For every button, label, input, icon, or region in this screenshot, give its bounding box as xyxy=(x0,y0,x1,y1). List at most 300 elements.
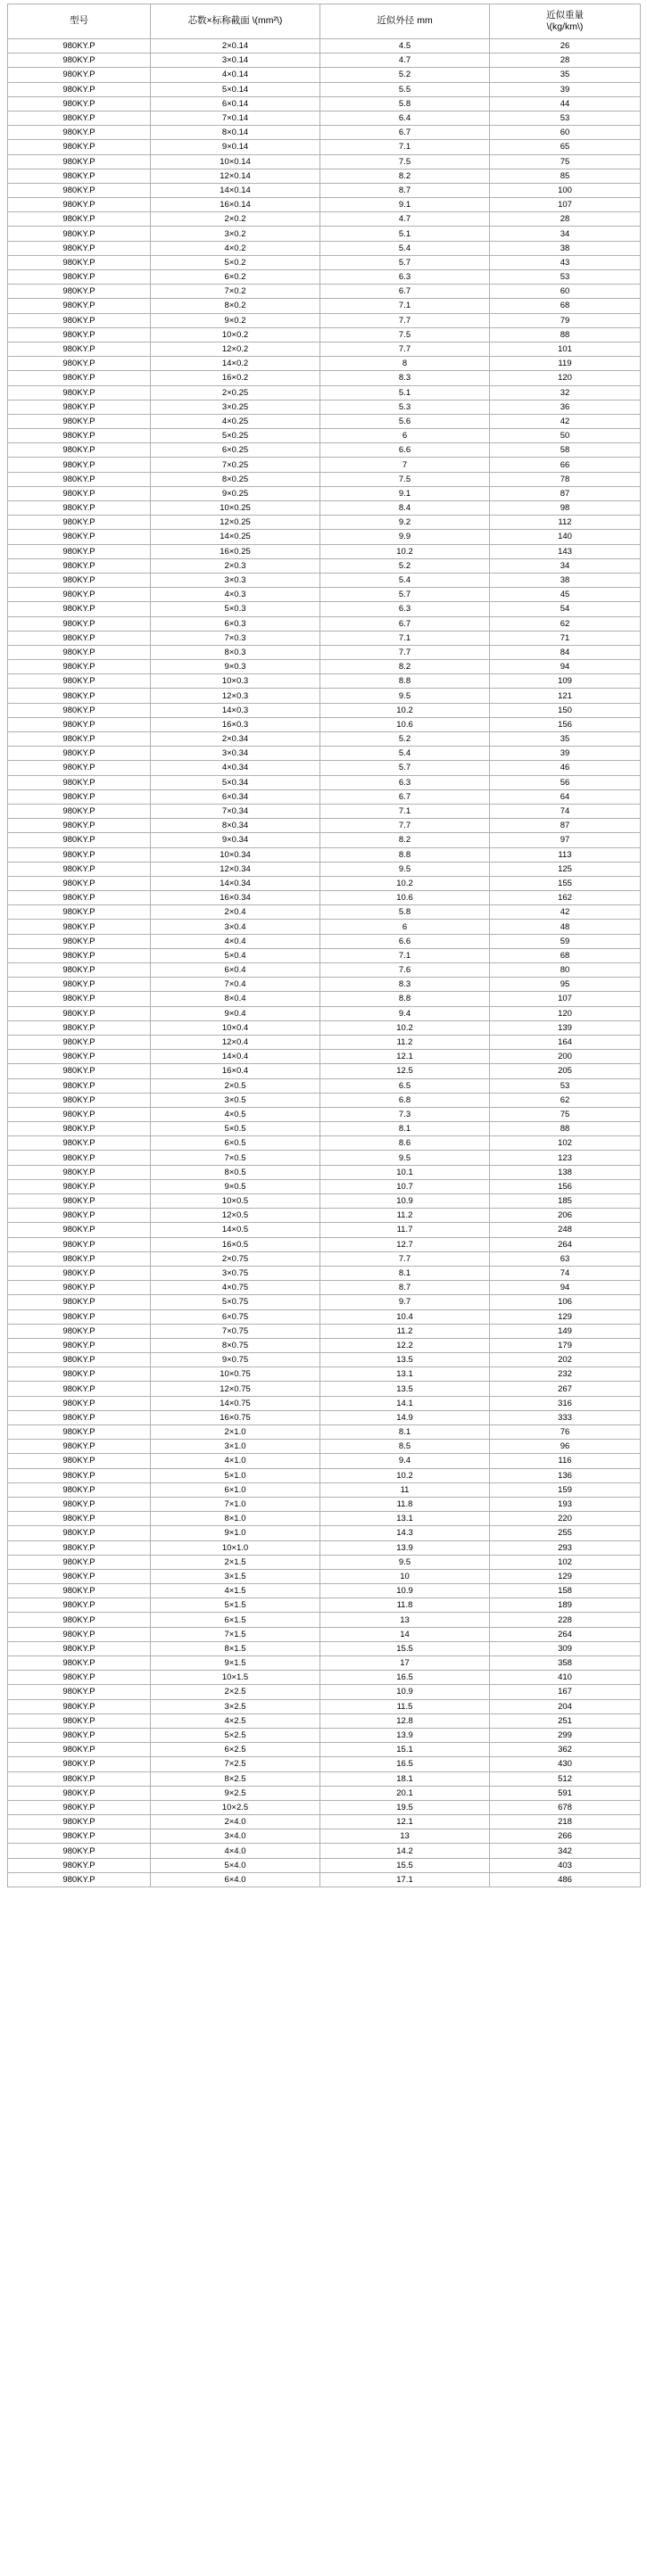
cell-cores-cross-section: 3×0.4 xyxy=(151,920,320,934)
cell-outer-diameter: 9.5 xyxy=(320,689,490,703)
cell-cores-cross-section: 14×0.3 xyxy=(151,703,320,717)
cell-weight: 32 xyxy=(490,385,641,400)
cell-outer-diameter: 8.7 xyxy=(320,183,490,197)
cell-weight: 88 xyxy=(490,327,641,342)
cell-outer-diameter: 5.6 xyxy=(320,414,490,428)
cell-weight: 42 xyxy=(490,905,641,920)
cell-cores-cross-section: 3×0.3 xyxy=(151,573,320,587)
table-row xyxy=(8,616,641,631)
table-body xyxy=(8,39,641,1887)
cell-weight: 120 xyxy=(490,371,641,385)
cell-weight: 87 xyxy=(490,486,641,500)
cell-cores-cross-section: 3×0.2 xyxy=(151,227,320,241)
cell-model: 980KY.P xyxy=(8,54,151,68)
cell-model: 980KY.P xyxy=(8,934,151,948)
cell-weight: 101 xyxy=(490,342,641,356)
cell-cores-cross-section: 9×0.5 xyxy=(151,1179,320,1193)
cell-model: 980KY.P xyxy=(8,963,151,978)
cell-outer-diameter: 11.2 xyxy=(320,1035,490,1049)
cell-outer-diameter: 6.7 xyxy=(320,126,490,140)
table-row xyxy=(8,1281,641,1295)
cell-model: 980KY.P xyxy=(8,703,151,717)
table-row xyxy=(8,1237,641,1251)
table-row xyxy=(8,1396,641,1410)
cell-cores-cross-section: 4×0.14 xyxy=(151,68,320,82)
cell-weight: 189 xyxy=(490,1598,641,1613)
cell-cores-cross-section: 14×0.25 xyxy=(151,530,320,544)
table-row xyxy=(8,660,641,674)
cell-weight: 102 xyxy=(490,1555,641,1569)
cell-outer-diameter: 19.5 xyxy=(320,1800,490,1814)
cell-outer-diameter: 5.2 xyxy=(320,68,490,82)
cell-weight: 64 xyxy=(490,789,641,804)
cell-model: 980KY.P xyxy=(8,789,151,804)
table-row xyxy=(8,905,641,920)
cell-weight: 206 xyxy=(490,1209,641,1223)
cell-model: 980KY.P xyxy=(8,948,151,962)
column-header-cores-cross-section: 芯数×标称截面 \(mm²\) xyxy=(151,4,320,39)
cell-weight: 150 xyxy=(490,703,641,717)
cell-weight: 403 xyxy=(490,1858,641,1872)
cell-weight: 45 xyxy=(490,588,641,602)
table-row xyxy=(8,862,641,876)
table-row xyxy=(8,1078,641,1093)
table-row xyxy=(8,299,641,313)
cell-cores-cross-section: 2×0.4 xyxy=(151,905,320,920)
cell-outer-diameter: 9.4 xyxy=(320,1006,490,1020)
cell-model: 980KY.P xyxy=(8,1367,151,1382)
table-row xyxy=(8,212,641,227)
cell-cores-cross-section: 2×0.25 xyxy=(151,385,320,400)
cell-weight: 68 xyxy=(490,299,641,313)
cell-cores-cross-section: 8×0.75 xyxy=(151,1338,320,1352)
cell-cores-cross-section: 8×0.34 xyxy=(151,819,320,833)
cell-weight: 44 xyxy=(490,96,641,111)
cell-model: 980KY.P xyxy=(8,920,151,934)
cell-outer-diameter: 7.7 xyxy=(320,645,490,659)
cell-outer-diameter: 8.3 xyxy=(320,978,490,992)
table-row xyxy=(8,1035,641,1049)
table-row xyxy=(8,1613,641,1627)
cell-model: 980KY.P xyxy=(8,472,151,486)
cell-cores-cross-section: 7×1.5 xyxy=(151,1627,320,1641)
cell-model: 980KY.P xyxy=(8,1251,151,1266)
cell-weight: 38 xyxy=(490,241,641,255)
cell-cores-cross-section: 4×0.3 xyxy=(151,588,320,602)
cell-outer-diameter: 9.1 xyxy=(320,198,490,212)
cell-model: 980KY.P xyxy=(8,400,151,414)
cell-cores-cross-section: 9×0.14 xyxy=(151,140,320,154)
cell-cores-cross-section: 16×0.34 xyxy=(151,891,320,905)
table-row xyxy=(8,1209,641,1223)
cell-weight: 88 xyxy=(490,1122,641,1136)
cell-cores-cross-section: 4×0.25 xyxy=(151,414,320,428)
cell-model: 980KY.P xyxy=(8,1771,151,1786)
table-row xyxy=(8,1685,641,1699)
table-row xyxy=(8,414,641,428)
cell-cores-cross-section: 6×0.2 xyxy=(151,270,320,285)
cell-outer-diameter: 5.7 xyxy=(320,588,490,602)
cell-weight: 159 xyxy=(490,1482,641,1497)
table-row xyxy=(8,732,641,747)
table-row xyxy=(8,1107,641,1121)
cell-model: 980KY.P xyxy=(8,804,151,818)
cell-outer-diameter: 6.8 xyxy=(320,1093,490,1107)
cell-weight: 205 xyxy=(490,1064,641,1078)
table-row xyxy=(8,1815,641,1829)
cell-outer-diameter: 6.7 xyxy=(320,616,490,631)
cell-outer-diameter: 16.5 xyxy=(320,1757,490,1771)
table-row xyxy=(8,789,641,804)
table-row xyxy=(8,775,641,789)
cell-outer-diameter: 12.8 xyxy=(320,1713,490,1728)
cell-weight: 486 xyxy=(490,1872,641,1887)
cell-model: 980KY.P xyxy=(8,183,151,197)
cell-outer-diameter: 12.5 xyxy=(320,1064,490,1078)
cell-outer-diameter: 6.3 xyxy=(320,270,490,285)
cell-cores-cross-section: 16×0.2 xyxy=(151,371,320,385)
cell-outer-diameter: 8.1 xyxy=(320,1122,490,1136)
cell-model: 980KY.P xyxy=(8,1382,151,1396)
cell-weight: 34 xyxy=(490,558,641,573)
cell-cores-cross-section: 7×0.14 xyxy=(151,111,320,125)
cell-outer-diameter: 11.8 xyxy=(320,1497,490,1511)
table-row xyxy=(8,1179,641,1193)
cell-outer-diameter: 9.1 xyxy=(320,486,490,500)
cell-cores-cross-section: 8×0.2 xyxy=(151,299,320,313)
cell-model: 980KY.P xyxy=(8,299,151,313)
table-row xyxy=(8,1482,641,1497)
cell-weight: 46 xyxy=(490,761,641,775)
cell-cores-cross-section: 12×0.75 xyxy=(151,1382,320,1396)
cell-weight: 251 xyxy=(490,1713,641,1728)
table-row xyxy=(8,833,641,847)
table-row xyxy=(8,126,641,140)
cell-weight: 410 xyxy=(490,1671,641,1685)
table-row xyxy=(8,1324,641,1338)
cell-cores-cross-section: 6×1.5 xyxy=(151,1613,320,1627)
cell-outer-diameter: 18.1 xyxy=(320,1771,490,1786)
cell-model: 980KY.P xyxy=(8,154,151,169)
cell-weight: 94 xyxy=(490,1281,641,1295)
cell-outer-diameter: 9.4 xyxy=(320,1454,490,1468)
table-row xyxy=(8,255,641,269)
table-row xyxy=(8,747,641,761)
cell-model: 980KY.P xyxy=(8,573,151,587)
cell-outer-diameter: 8.8 xyxy=(320,847,490,862)
cell-cores-cross-section: 14×0.2 xyxy=(151,357,320,371)
cell-weight: 74 xyxy=(490,804,641,818)
cell-weight: 264 xyxy=(490,1627,641,1641)
table-row xyxy=(8,1844,641,1858)
cell-outer-diameter: 5.4 xyxy=(320,747,490,761)
cell-weight: 116 xyxy=(490,1454,641,1468)
cell-cores-cross-section: 9×0.4 xyxy=(151,1006,320,1020)
cell-outer-diameter: 11 xyxy=(320,1482,490,1497)
cell-outer-diameter: 10.2 xyxy=(320,1468,490,1482)
cell-weight: 76 xyxy=(490,1425,641,1440)
cell-cores-cross-section: 12×0.5 xyxy=(151,1209,320,1223)
cell-outer-diameter: 8.7 xyxy=(320,1281,490,1295)
table-row xyxy=(8,1367,641,1382)
cell-model: 980KY.P xyxy=(8,1020,151,1035)
cell-cores-cross-section: 12×0.2 xyxy=(151,342,320,356)
cell-model: 980KY.P xyxy=(8,1468,151,1482)
cell-cores-cross-section: 8×0.25 xyxy=(151,472,320,486)
cell-cores-cross-section: 3×1.5 xyxy=(151,1569,320,1583)
cell-weight: 28 xyxy=(490,54,641,68)
table-row xyxy=(8,1540,641,1555)
cell-weight: 79 xyxy=(490,313,641,327)
cell-cores-cross-section: 4×0.2 xyxy=(151,241,320,255)
cell-outer-diameter: 14.3 xyxy=(320,1526,490,1540)
table-row xyxy=(8,558,641,573)
cell-weight: 185 xyxy=(490,1194,641,1209)
cell-model: 980KY.P xyxy=(8,819,151,833)
cell-weight: 266 xyxy=(490,1829,641,1844)
cell-outer-diameter: 13.1 xyxy=(320,1512,490,1526)
cell-cores-cross-section: 2×0.2 xyxy=(151,212,320,227)
cell-outer-diameter: 10.9 xyxy=(320,1685,490,1699)
cell-model: 980KY.P xyxy=(8,645,151,659)
table-row xyxy=(8,689,641,703)
table-row xyxy=(8,1569,641,1583)
cell-cores-cross-section: 16×0.4 xyxy=(151,1064,320,1078)
cell-outer-diameter: 8.1 xyxy=(320,1425,490,1440)
cell-model: 980KY.P xyxy=(8,1584,151,1598)
cell-outer-diameter: 9.9 xyxy=(320,530,490,544)
cell-outer-diameter: 14 xyxy=(320,1627,490,1641)
cell-weight: 248 xyxy=(490,1223,641,1237)
cell-outer-diameter: 10.2 xyxy=(320,544,490,558)
cell-cores-cross-section: 6×0.25 xyxy=(151,443,320,458)
table-row xyxy=(8,530,641,544)
cell-model: 980KY.P xyxy=(8,1743,151,1757)
cell-cores-cross-section: 2×0.5 xyxy=(151,1078,320,1093)
table-row xyxy=(8,1382,641,1396)
weight-header-line2: \(kg/km\) xyxy=(546,21,584,32)
cell-cores-cross-section: 6×0.5 xyxy=(151,1136,320,1151)
table-row xyxy=(8,39,641,54)
cell-outer-diameter: 17 xyxy=(320,1656,490,1671)
table-row xyxy=(8,948,641,962)
cell-model: 980KY.P xyxy=(8,1050,151,1064)
cell-weight: 65 xyxy=(490,140,641,154)
cell-outer-diameter: 8.8 xyxy=(320,674,490,689)
cell-cores-cross-section: 8×0.3 xyxy=(151,645,320,659)
cell-weight: 512 xyxy=(490,1771,641,1786)
cell-outer-diameter: 14.9 xyxy=(320,1410,490,1424)
cell-outer-diameter: 5.8 xyxy=(320,96,490,111)
cell-outer-diameter: 7.1 xyxy=(320,631,490,645)
table-row xyxy=(8,847,641,862)
cell-outer-diameter: 11.8 xyxy=(320,1598,490,1613)
cell-outer-diameter: 6.6 xyxy=(320,934,490,948)
cell-weight: 342 xyxy=(490,1844,641,1858)
cell-weight: 107 xyxy=(490,992,641,1006)
cell-cores-cross-section: 9×0.75 xyxy=(151,1353,320,1367)
cell-model: 980KY.P xyxy=(8,1353,151,1367)
cell-model: 980KY.P xyxy=(8,1641,151,1655)
table-row xyxy=(8,1151,641,1165)
cell-weight: 60 xyxy=(490,285,641,299)
cell-cores-cross-section: 8×2.5 xyxy=(151,1771,320,1786)
cell-weight: 162 xyxy=(490,891,641,905)
table-row xyxy=(8,111,641,125)
cell-cores-cross-section: 3×0.5 xyxy=(151,1093,320,1107)
table-row xyxy=(8,588,641,602)
cell-model: 980KY.P xyxy=(8,82,151,96)
cell-weight: 204 xyxy=(490,1699,641,1713)
cell-cores-cross-section: 3×1.0 xyxy=(151,1440,320,1454)
cell-model: 980KY.P xyxy=(8,212,151,227)
cell-model: 980KY.P xyxy=(8,1194,151,1209)
cell-weight: 220 xyxy=(490,1512,641,1526)
table-row xyxy=(8,1006,641,1020)
table-row xyxy=(8,1555,641,1569)
cell-weight: 100 xyxy=(490,183,641,197)
table-row xyxy=(8,573,641,587)
cell-weight: 56 xyxy=(490,775,641,789)
cell-cores-cross-section: 10×0.75 xyxy=(151,1367,320,1382)
cell-weight: 62 xyxy=(490,616,641,631)
cell-weight: 71 xyxy=(490,631,641,645)
cell-model: 980KY.P xyxy=(8,616,151,631)
cell-weight: 38 xyxy=(490,573,641,587)
cell-model: 980KY.P xyxy=(8,761,151,775)
table-row xyxy=(8,1223,641,1237)
cell-outer-diameter: 13.5 xyxy=(320,1353,490,1367)
cell-cores-cross-section: 4×0.75 xyxy=(151,1281,320,1295)
cell-model: 980KY.P xyxy=(8,862,151,876)
cell-cores-cross-section: 8×0.5 xyxy=(151,1165,320,1179)
cell-model: 980KY.P xyxy=(8,1872,151,1887)
cell-cores-cross-section: 5×0.34 xyxy=(151,775,320,789)
cell-weight: 316 xyxy=(490,1396,641,1410)
cell-model: 980KY.P xyxy=(8,1728,151,1742)
table-row xyxy=(8,891,641,905)
table-row xyxy=(8,385,641,400)
table-row xyxy=(8,1497,641,1511)
cell-outer-diameter: 13.9 xyxy=(320,1540,490,1555)
cell-outer-diameter: 5.2 xyxy=(320,732,490,747)
cell-weight: 155 xyxy=(490,876,641,890)
cell-model: 980KY.P xyxy=(8,588,151,602)
cell-cores-cross-section: 12×0.3 xyxy=(151,689,320,703)
table-row xyxy=(8,1627,641,1641)
table-row xyxy=(8,501,641,516)
cell-model: 980KY.P xyxy=(8,1713,151,1728)
cell-outer-diameter: 8.2 xyxy=(320,660,490,674)
cell-model: 980KY.P xyxy=(8,1165,151,1179)
table-row xyxy=(8,1338,641,1352)
cell-cores-cross-section: 3×0.75 xyxy=(151,1266,320,1280)
cell-outer-diameter: 5.4 xyxy=(320,241,490,255)
cell-outer-diameter: 10.6 xyxy=(320,717,490,731)
cell-cores-cross-section: 8×0.4 xyxy=(151,992,320,1006)
cell-cores-cross-section: 2×0.3 xyxy=(151,558,320,573)
cell-outer-diameter: 10.2 xyxy=(320,1020,490,1035)
table-row xyxy=(8,313,641,327)
cell-weight: 119 xyxy=(490,357,641,371)
cell-cores-cross-section: 7×0.5 xyxy=(151,1151,320,1165)
table-row xyxy=(8,1584,641,1598)
table-row xyxy=(8,82,641,96)
cell-model: 980KY.P xyxy=(8,1078,151,1093)
cell-cores-cross-section: 16×0.75 xyxy=(151,1410,320,1424)
cell-model: 980KY.P xyxy=(8,978,151,992)
table-row xyxy=(8,96,641,111)
table-row xyxy=(8,241,641,255)
table-row xyxy=(8,602,641,616)
cell-outer-diameter: 6 xyxy=(320,429,490,443)
table-row xyxy=(8,674,641,689)
cell-cores-cross-section: 5×4.0 xyxy=(151,1858,320,1872)
cell-model: 980KY.P xyxy=(8,357,151,371)
cell-weight: 62 xyxy=(490,1093,641,1107)
cell-model: 980KY.P xyxy=(8,458,151,472)
cell-cores-cross-section: 8×0.14 xyxy=(151,126,320,140)
cell-weight: 129 xyxy=(490,1569,641,1583)
cell-outer-diameter: 5.2 xyxy=(320,558,490,573)
cell-cores-cross-section: 8×1.0 xyxy=(151,1512,320,1526)
cell-cores-cross-section: 9×1.5 xyxy=(151,1656,320,1671)
cell-weight: 255 xyxy=(490,1526,641,1540)
table-row xyxy=(8,486,641,500)
cell-cores-cross-section: 5×0.2 xyxy=(151,255,320,269)
cell-weight: 54 xyxy=(490,602,641,616)
cell-model: 980KY.P xyxy=(8,1526,151,1540)
cell-model: 980KY.P xyxy=(8,660,151,674)
cell-weight: 80 xyxy=(490,963,641,978)
column-header-model: 型号 xyxy=(8,4,151,39)
column-header-approx-outer-diameter: 近似外径 mm xyxy=(320,4,490,39)
table-row xyxy=(8,1194,641,1209)
cell-outer-diameter: 8.4 xyxy=(320,501,490,516)
cell-weight: 68 xyxy=(490,948,641,962)
table-row xyxy=(8,1425,641,1440)
cell-outer-diameter: 15.5 xyxy=(320,1858,490,1872)
cell-weight: 78 xyxy=(490,472,641,486)
cell-cores-cross-section: 8×1.5 xyxy=(151,1641,320,1655)
cell-outer-diameter: 12.1 xyxy=(320,1050,490,1064)
cell-weight: 299 xyxy=(490,1728,641,1742)
cell-cores-cross-section: 7×0.34 xyxy=(151,804,320,818)
cell-outer-diameter: 7.5 xyxy=(320,472,490,486)
cell-outer-diameter: 6.4 xyxy=(320,111,490,125)
cable-spec-table xyxy=(7,4,641,1887)
cell-model: 980KY.P xyxy=(8,429,151,443)
cell-weight: 120 xyxy=(490,1006,641,1020)
cell-cores-cross-section: 4×0.4 xyxy=(151,934,320,948)
cell-weight: 60 xyxy=(490,126,641,140)
cell-cores-cross-section: 7×0.2 xyxy=(151,285,320,299)
cell-outer-diameter: 7.1 xyxy=(320,299,490,313)
cell-outer-diameter: 7.7 xyxy=(320,819,490,833)
cell-model: 980KY.P xyxy=(8,1497,151,1511)
table-row xyxy=(8,819,641,833)
table-row xyxy=(8,1309,641,1324)
cell-weight: 149 xyxy=(490,1324,641,1338)
cell-outer-diameter: 12.2 xyxy=(320,1338,490,1352)
cell-model: 980KY.P xyxy=(8,775,151,789)
cell-weight: 293 xyxy=(490,1540,641,1555)
cell-cores-cross-section: 2×4.0 xyxy=(151,1815,320,1829)
cell-outer-diameter: 4.7 xyxy=(320,54,490,68)
cell-model: 980KY.P xyxy=(8,198,151,212)
cell-outer-diameter: 15.1 xyxy=(320,1743,490,1757)
cell-cores-cross-section: 5×0.5 xyxy=(151,1122,320,1136)
